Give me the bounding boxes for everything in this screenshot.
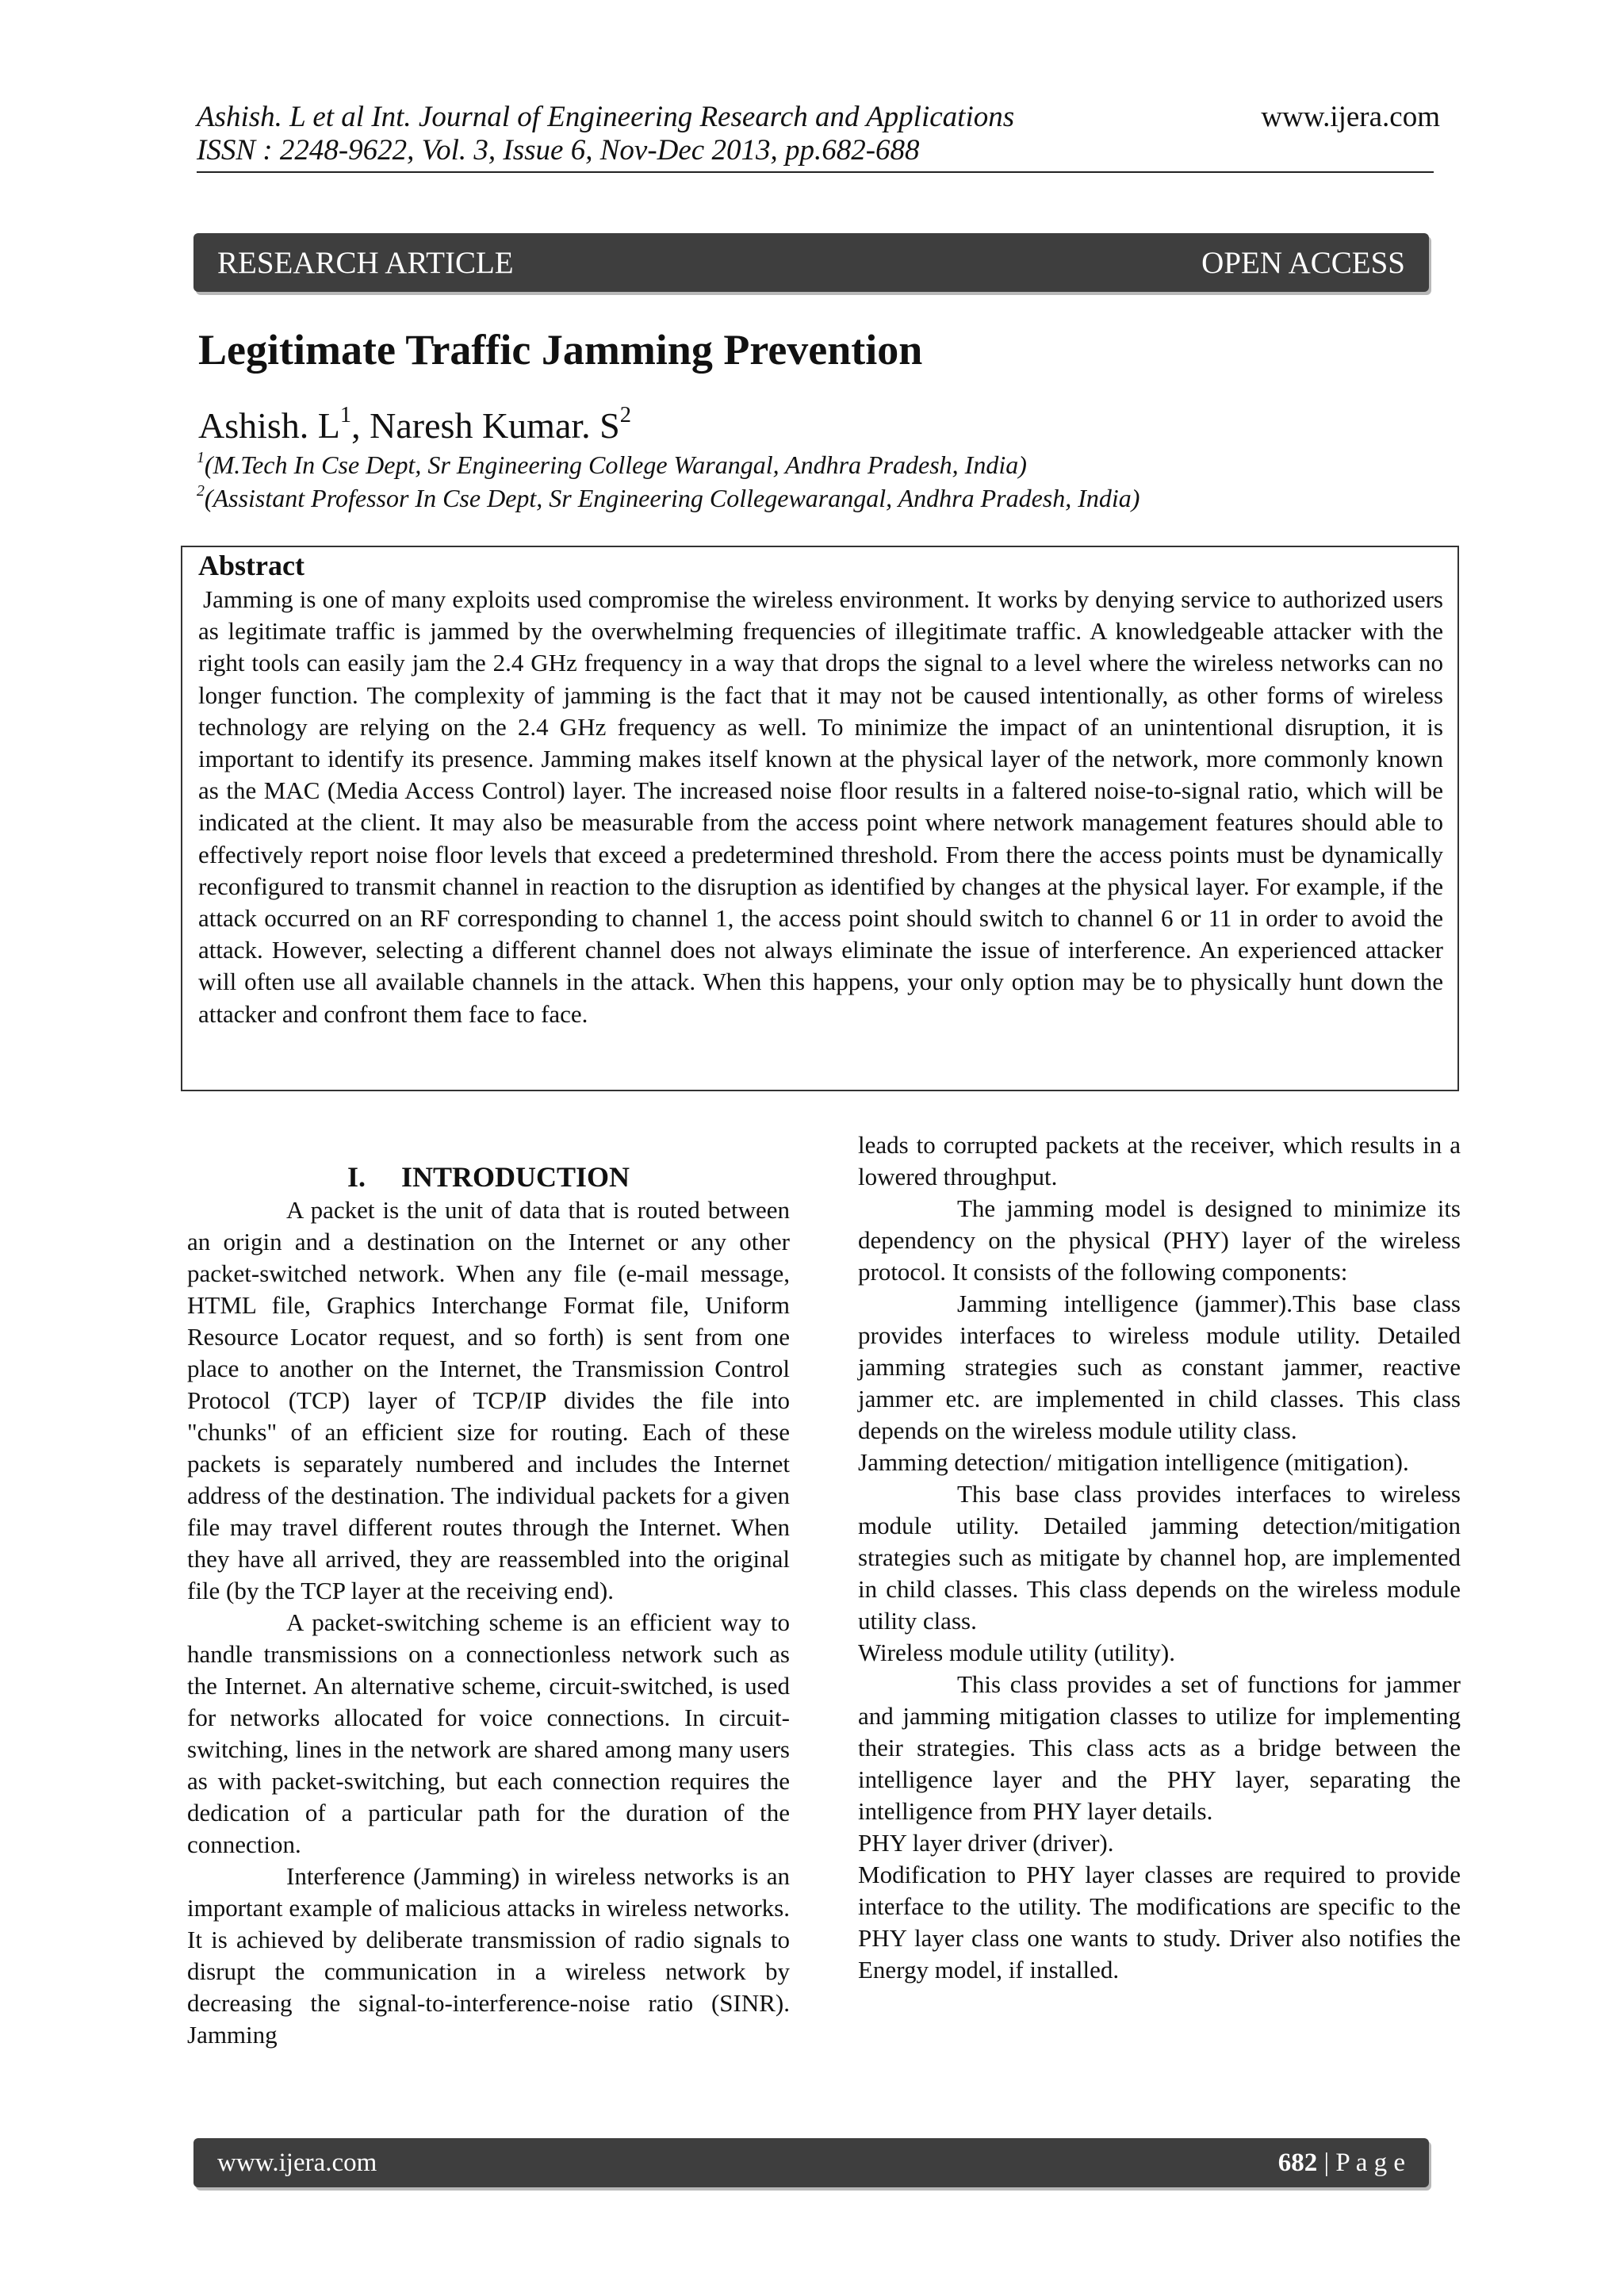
paragraph: A packet-switching scheme is an efficient way to handle transmissions on a connectionless network such as the Internet. An alternative scheme, circuit-switched, is used for networks allocated for voice connections. In circuit-switching, lines in the network are shared among many users as with packet-switching, but each connection requires the dedication of a particular path for the duration of the connection. [187,1608,790,1858]
right-column [858,1129,1461,1986]
affiliation-2 [197,484,1139,513]
paragraph: This base class provides interfaces to wireless module utility. Detailed jamming detection/mitigation strategies such as mitigate by channel hop, are implemented in child classes. This class depends on the wireless module utility class. [858,1480,1461,1635]
affiliation-text: (M.Tech In Cse Dept, Sr Engineering College Warangal, Andhra Pradesh, India) [204,450,1027,479]
paragraph: Jamming intelligence (jammer).This base class provides interfaces to wireless module utility. Detailed jamming strategies such as constant jammer, reactive jammer etc. are implemented in child classes. This class depends on the wireless module utility class. [858,1290,1461,1444]
footer-website[interactable]: www.ijera.com [217,2148,377,2177]
paragraph: PHY layer driver (driver). [858,1829,1114,1857]
paragraph: Modification to PHY layer classes are required to provide interface to the utility. The modifications are specific to the PHY layer class one wants to study. Driver also notifies the Energy model, if installed. [858,1861,1461,1984]
page-number-value: 682 [1277,2148,1318,2177]
section-heading-introduction: I. INTRODUCTION [347,1161,630,1193]
page-footer [193,2138,1429,2187]
author-mark: 2 [619,403,631,428]
paragraph: A packet is the unit of data that is routed between an origin and a destination on the Internet or any other packet-switched network. When any file (e-mail message, HTML file, Graphics Interchange Format file, Uniform Resource Locator request, and so forth) is sent from one place to another on the Internet, the Transmission Control Protocol (TCP) layer of TCP/IP divides the file into "chunks" of an efficient size for routing. Each of these packets is separately numbered and includes the Internet address of the destination. The individual packets for a given file may travel different routes through the Internet. When they have all arrived, they are reassembled into the original file (by the TCP layer at the receiving end). [187,1196,790,1604]
journal-header: Ashish. L et al Int. Journal of Engineering Research and Applications [197,101,1015,133]
left-column [187,1161,790,2051]
author-name: Naresh Kumar. S [370,405,620,446]
paragraph: Wireless module utility (utility). [858,1639,1175,1666]
author-separator: , [351,405,370,446]
abstract-text: Jamming is one of many exploits used compromise the wireless environment. It works by denying service to authorized users as legitimate traffic is jammed by the overwhelming frequencies of illegitimate traffic. A knowledgeable attacker with the right tools can easily jam the 2.4 GHz frequency in a way that drops the signal to a level where the wireless networks can no longer function. The complexity of jamming is the fact that it may not be caused intentionally, as other forms of wireless technology are relying on the 2.4 GHz frequency as well. To minimize the impact of an unintentional disruption, it is important to identify its presence. Jamming makes itself known at the physical layer of the network, more commonly known as the MAC (Media Access Control) layer. The increased noise floor results in a faltered noise-to-signal ratio, which will be indicated at the client. It may also be measurable from the access point where network management features should able to effectively report noise floor levels that exceed a predetermined threshold. From there the access points must be dynamically reconfigured to transmit channel in reaction to the disruption as identified by changes at the physical layer. For example, if the attack occurred on an RF corresponding to channel 1, the access point should switch to channel 6 or 11 in order to avoid the attack. However, selecting a different channel does not always eliminate the issue of interference. An experienced attacker will often use all available channels in the attack. When this happens, your only option may be to physically hunt down the attacker and confront them face to face. [198,585,1443,1028]
article-type-banner [193,233,1429,292]
affiliation-text: (Assistant Professor In Cse Dept, Sr Engineering Collegewarangal, Andhra Pradesh, India) [204,484,1140,512]
author-name: Ashish. L [198,405,340,446]
affiliation-1 [197,450,1027,480]
paragraph: This class provides a set of functions for jammer and jamming mitigation classes to utilize for implementing their strategies. This class acts as a bridge between the intelligence layer and the PHY layer, separating the intelligence from PHY layer details. [858,1670,1461,1825]
author-mark: 1 [339,403,352,428]
paragraph: Interference (Jamming) in wireless networks is an important example of malicious attacks in wireless networks. It is achieved by deliberate transmission of radio signals to disrupt the communication in a wireless network by decreasing the signal-to-interference-noise ratio (SINR). Jamming [187,1862,790,2049]
author-line [198,404,631,447]
page-label: | P a g e [1317,2148,1405,2177]
page-number [1278,2148,1405,2178]
abstract-heading: Abstract [198,550,304,581]
open-access-label: OPEN ACCESS [1201,245,1405,280]
paper-title: Legitimate Traffic Jamming Prevention [198,326,923,374]
paragraph: Jamming detection/ mitigation intelligence (mitigation). [858,1448,1409,1476]
affiliation-mark: 1 [197,449,205,467]
header-rule [197,171,1434,173]
affiliation-mark: 2 [197,482,205,500]
issn-line: ISSN : 2248-9622, Vol. 3, Issue 6, Nov-Dec 2013, pp.682-688 [197,134,920,167]
paragraph: The jamming model is designed to minimize its dependency on the physical (PHY) layer of the wireless protocol. It consists of the following components: [858,1194,1461,1286]
paragraph: leads to corrupted packets at the receiver, which results in a lowered throughput. [858,1131,1461,1190]
research-article-label: RESEARCH ARTICLE [217,245,514,280]
journal-website[interactable]: www.ijera.com [1261,101,1440,133]
